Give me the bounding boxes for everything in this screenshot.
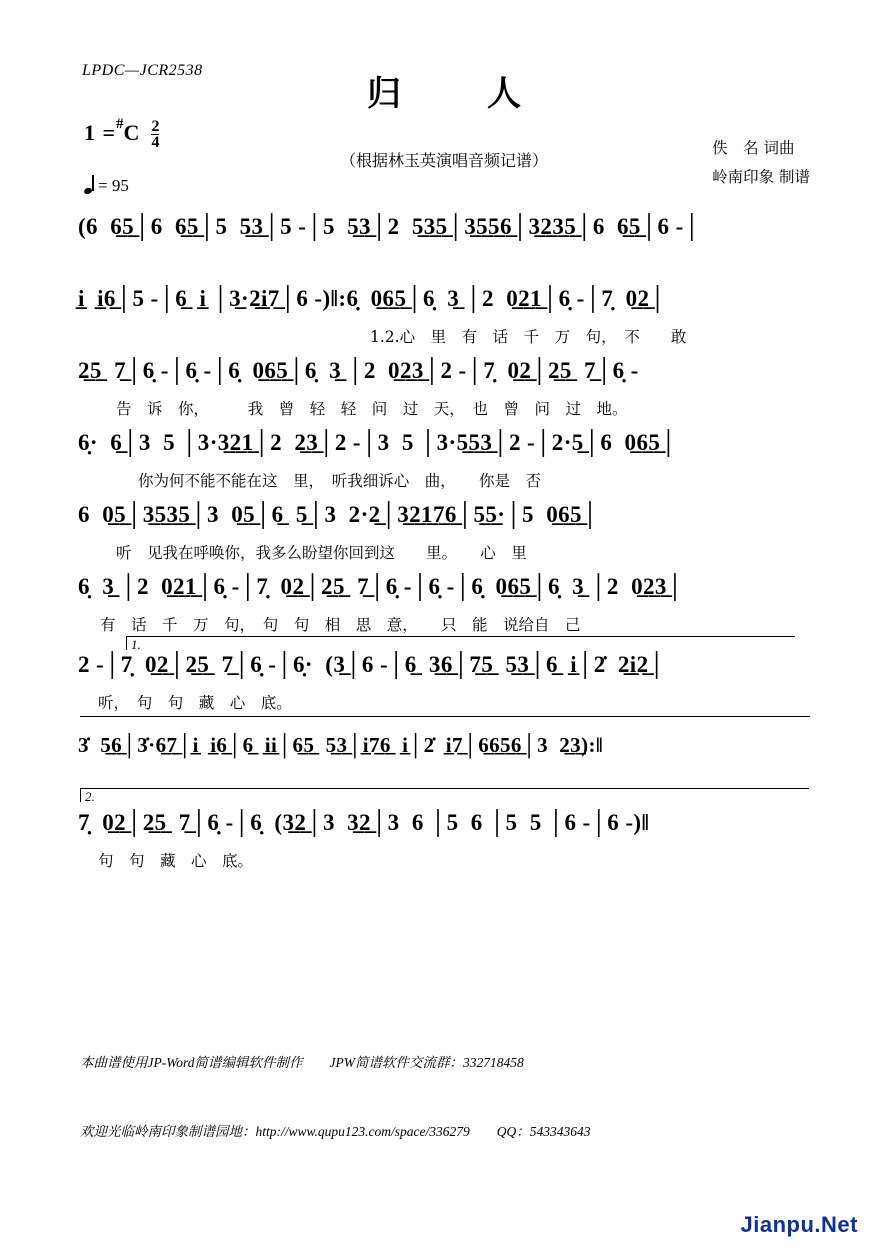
volta-continuation-line [80, 716, 810, 717]
volta-2-label: 2. [85, 789, 95, 804]
volta-bracket-1 [126, 636, 795, 650]
staff-system-3 [78, 356, 818, 428]
staff-system-1 [78, 212, 818, 284]
credits [712, 134, 810, 191]
volta-1-label: 1. [131, 637, 141, 652]
volta-bracket-2 [80, 788, 809, 802]
catalog-number: LPDC—JCR2538 [82, 62, 203, 79]
site-watermark: Jianpu.Net [740, 1212, 858, 1237]
meter-numerator: 2 [151, 118, 160, 135]
credit-arranger: 岭南印象 制谱 [712, 167, 810, 186]
lyric-line: 1.2.心 里 有 话 千 万 句， 不 敢 [370, 328, 687, 346]
lyric-line: 句 句 藏 心 底。 [98, 852, 254, 870]
time-signature [151, 119, 159, 150]
staff-system-9 [78, 789, 818, 880]
key-note: C [123, 120, 140, 145]
tempo-marking [84, 176, 129, 196]
notation-line: 2 -│7̣ 0̲2̲│2̲5̲ 7̲│6̣ -│6̣· (3̲│6 -│6̲ 3̲6̲│7̲5̲ 5̲3̲│6̲ i̲│2̇ 2̲i̲2̲│ [78, 652, 666, 677]
notation-line: 2̲5̲ 7̲│6̣ -│6̣ -│6̣ 0̲6̲5̲│6̣ 3̲ │2 0̲2̲3̲│2 -│7̣ 0̲2̲│2̲5̲ 7̲│6̣ - [78, 358, 639, 383]
lyric-line: 听 见我在呼唤你，我多么盼望你回到这 里。 心 里 [116, 544, 527, 562]
credit-lyricist-composer: 佚 名 词曲 [712, 139, 795, 157]
notation-line: i̲ i̲6̲│5 -│6̲ i̲ │3̲·2̲i̲7̲│6 -)‖:6̣ 0̲6̲5̲│6̣ 3̲ │2 0̲2̲1̲│6̣ -│7̣ 0̲2̲│ [78, 286, 667, 311]
lyric-line: 有 话 千 万 句， 句 句 相 思 意， 只 能 说给自 己 [100, 616, 581, 634]
subtitle: （根据林玉英演唱音频记谱） [339, 151, 548, 170]
footer-notes [80, 1006, 591, 1190]
score-body [78, 212, 818, 880]
notation-line: 6̣ 3̲ │2 0̲2̲1̲│6̣ -│7̣ 0̲2̲│2̲5̲ 7̲│6̣ -│6̣ -│6̣ 0̲6̲5̲│6̣ 3̲ │2 0̲2̲3̲│ [78, 574, 684, 599]
key-signature [84, 116, 160, 152]
footer-line-1: 本曲谱使用JP-Word简谱编辑软件制作 JPW简谱软件交流群：332718458 [80, 1054, 524, 1070]
page-title: 归 人 [367, 74, 547, 114]
staff-system-2 [78, 284, 818, 356]
tempo-value: = 95 [98, 176, 129, 195]
notation-line: 3̇ 5̲6̲│3̇·6̲7̲│i̲ i̲6̲│6̲ i̲i̲│6̲5̲ 5̲3̲│i̲7̲6̲ i̲│2̇ i̲7̲│6̲6̲5̲6̲│3 2̲3̲):‖ [78, 733, 604, 757]
lyric-line: 你为何不能不能在这 里， 听我细诉心 曲， 你是 否 [138, 472, 542, 490]
lyric-line: 告 诉 你， 我 曾 轻 轻 问 过 天， 也 曾 问 过 地。 [116, 400, 628, 418]
staff-system-4 [78, 428, 818, 500]
lyric-line [78, 254, 818, 284]
notation-line: (6 6̲5̲│6 6̲5̲│5 5̲3̲│5 -│5 5̲3̲│2 5̲3̲5̲│3̲5̲5̲6̲│3̲2̲3̲5̲│6 6̲5̲│6 -│ [78, 214, 701, 239]
staff-system-7 [78, 637, 818, 722]
key-label: 1 = [84, 120, 117, 145]
lyric-line: 听， 句 句 藏 心 底。 [98, 694, 292, 712]
staff-system-5 [78, 500, 818, 572]
staff-system-6 [78, 572, 818, 644]
notation-line: 6̣· 6̲│3 5 │3·3̲2̲1̲│2 2̲3̲│2 -│3 5 │3·5̲5̲3̲│2 -│2·5̲│6 0̲6̲5̲│ [78, 430, 677, 455]
footer-line-2: 欢迎光临岭南印象制谱园地：http://www.qupu123.com/space/336279 QQ：543343643 [80, 1123, 591, 1139]
notation-line: 7̣ 0̲2̲│2̲5̲ 7̲│6̣ -│6̣ (3̲2̲│3 3̲2̲│3 6 │5 6 │5 5 │6 -│6 -)‖ [78, 810, 650, 835]
meter-denominator: 4 [151, 134, 160, 152]
notation-line: 6 0̲5̲│3̲5̲3̲5̲│3 0̲5̲│6̲ 5̲│3 2·2̲│3̲2̲1̲7̲6̲│5̲5̲·│5 0̲6̲5̲│ [78, 502, 599, 527]
quarter-note-icon [84, 178, 95, 194]
sharp-icon: # [116, 116, 124, 132]
